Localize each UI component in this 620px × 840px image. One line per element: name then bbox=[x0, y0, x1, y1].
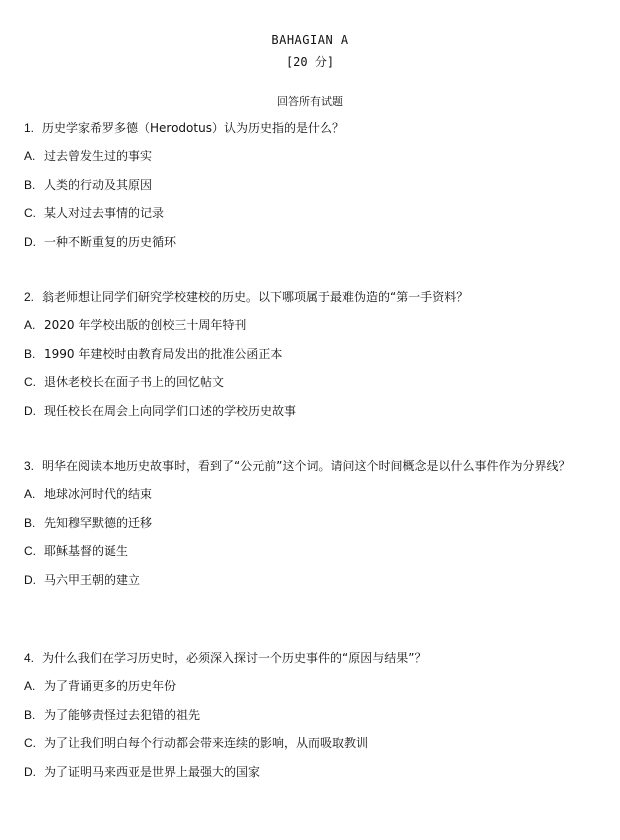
option-c bbox=[24, 732, 594, 761]
question-2 bbox=[24, 286, 594, 428]
option-a bbox=[24, 145, 594, 174]
option-letter: C. bbox=[24, 736, 36, 750]
question-stem bbox=[24, 117, 594, 139]
option-text: 1990 年建校时由教育局发出的批准公函正本 bbox=[44, 346, 283, 361]
option-letter: A. bbox=[24, 487, 36, 501]
question-number: 2. bbox=[24, 290, 35, 304]
option-b bbox=[24, 174, 594, 203]
option-letter: A. bbox=[24, 679, 36, 693]
option-text: 耶稣基督的诞生 bbox=[44, 544, 129, 558]
option-text: 人类的行动及其原因 bbox=[44, 177, 153, 192]
section-marks: [20 分] bbox=[285, 55, 335, 69]
option-letter: A. bbox=[24, 318, 36, 332]
option-letter: C. bbox=[24, 544, 36, 558]
section-instruction: 回答所有试题 bbox=[277, 95, 343, 108]
question-4 bbox=[24, 647, 594, 789]
option-b bbox=[24, 704, 594, 733]
question-text: 为什么我们在学习历史时，必须深入探讨一个历史事件的“原因与结果”？ bbox=[42, 651, 427, 665]
question-text: 历史学家希罗多德（Herodotus）认为历史指的是什么？ bbox=[42, 121, 344, 135]
section-title: BAHAGIAN A bbox=[271, 33, 349, 47]
option-letter: B. bbox=[24, 177, 36, 192]
option-text: 马六甲王朝的建立 bbox=[44, 572, 141, 587]
option-letter: D. bbox=[24, 764, 36, 779]
question-number: 4. bbox=[24, 651, 35, 665]
option-letter: B. bbox=[24, 515, 36, 530]
question-stem bbox=[24, 647, 594, 669]
option-letter: D. bbox=[24, 403, 36, 418]
option-letter: B. bbox=[24, 346, 36, 361]
option-text: 为了背诵更多的历史年份 bbox=[44, 679, 177, 693]
option-d bbox=[24, 231, 594, 260]
question-3 bbox=[24, 455, 594, 597]
option-text: 过去曾发生过的事实 bbox=[44, 149, 153, 163]
option-d bbox=[24, 400, 594, 429]
question-stem bbox=[24, 455, 594, 477]
option-text: 现任校长在周会上向同学们口述的学校历史故事 bbox=[44, 403, 297, 418]
question-number: 1. bbox=[24, 121, 35, 135]
question-1 bbox=[24, 117, 594, 259]
option-text: 为了能够责怪过去犯错的祖先 bbox=[44, 707, 201, 722]
option-c bbox=[24, 202, 594, 231]
option-letter: D. bbox=[24, 234, 36, 249]
option-a bbox=[24, 675, 594, 704]
option-text: 为了让我们明白每个行动都会带来连续的影响，从而吸取教训 bbox=[44, 736, 369, 750]
question-text: 明华在阅读本地历史故事时，看到了“公元前”这个词。请问这个时间概念是以什么事件作为分界线？ bbox=[42, 459, 571, 473]
option-d bbox=[24, 761, 594, 790]
option-text: 先知穆罕默德的迁移 bbox=[44, 515, 153, 530]
option-text: 某人对过去事情的记录 bbox=[44, 206, 165, 220]
option-text: 地球冰河时代的结束 bbox=[44, 487, 153, 501]
question-text: 翁老师想让同学们研究学校建校的历史。以下哪项属于最难伪造的“第一手资料？ bbox=[42, 290, 469, 304]
option-c bbox=[24, 540, 594, 569]
option-a bbox=[24, 314, 594, 343]
option-b bbox=[24, 343, 594, 372]
question-number: 3. bbox=[24, 459, 35, 473]
option-d bbox=[24, 569, 594, 598]
option-letter: D. bbox=[24, 572, 36, 587]
question-stem bbox=[24, 286, 594, 308]
option-text: 为了证明马来西亚是世界上最强大的国家 bbox=[44, 764, 261, 779]
option-text: 2020 年学校出版的创校三十周年特刊 bbox=[44, 318, 247, 332]
option-b bbox=[24, 512, 594, 541]
option-letter: C. bbox=[24, 375, 36, 389]
option-letter: C. bbox=[24, 206, 36, 220]
option-letter: B. bbox=[24, 707, 36, 722]
option-c bbox=[24, 371, 594, 400]
option-a bbox=[24, 483, 594, 512]
option-letter: A. bbox=[24, 149, 36, 163]
option-text: 一种不断重复的历史循环 bbox=[44, 234, 177, 249]
option-text: 退休老校长在面子书上的回忆帖文 bbox=[44, 375, 225, 389]
